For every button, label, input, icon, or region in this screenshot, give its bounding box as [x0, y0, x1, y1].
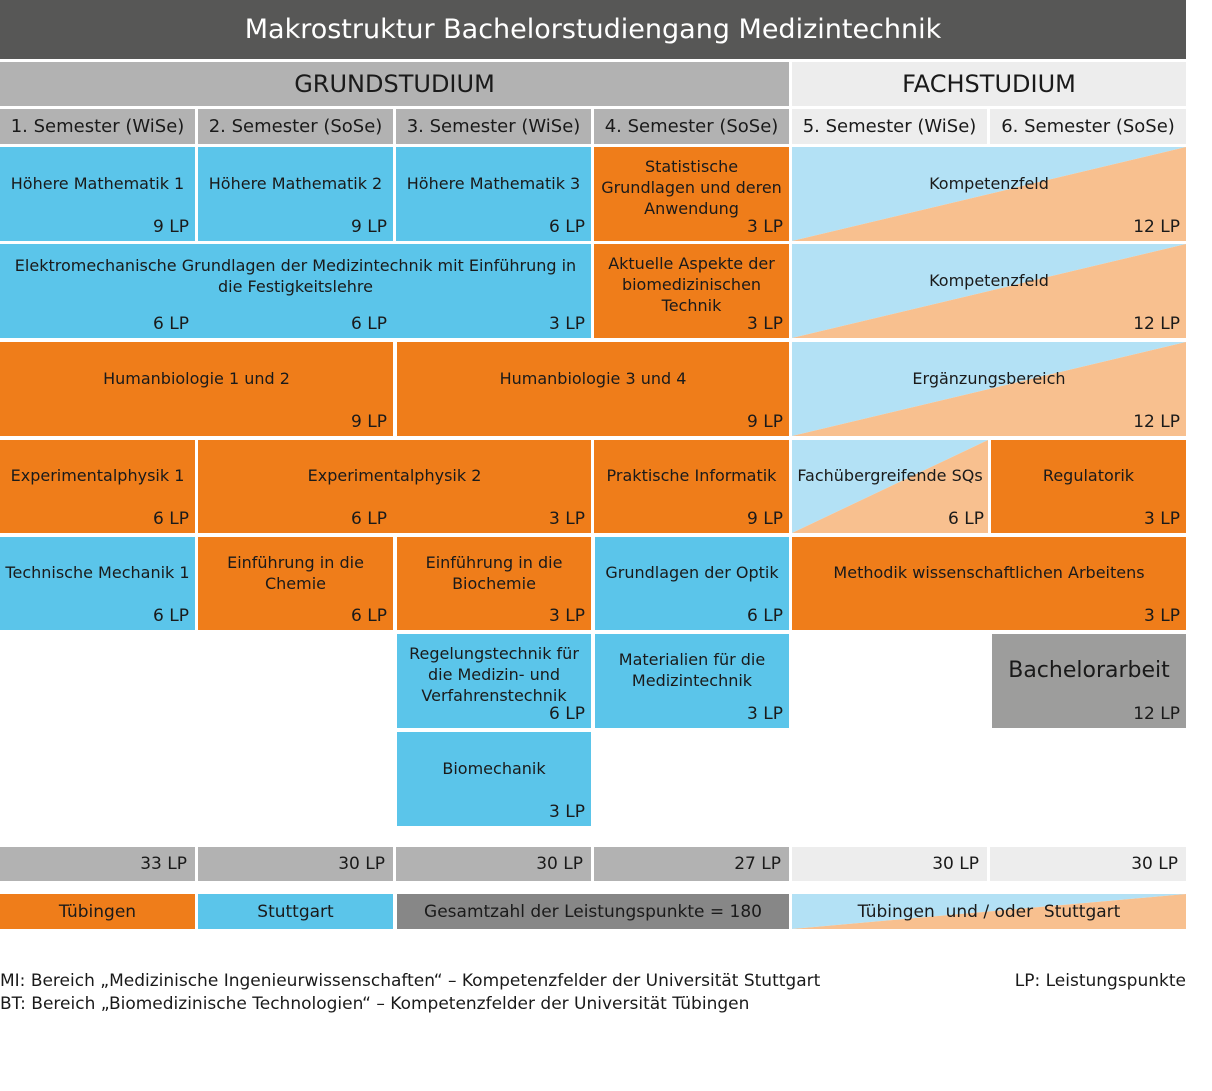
- module-name: Experimentalphysik 1: [10, 466, 185, 485]
- module-hoehere-mathematik-1: [0, 147, 195, 241]
- module-name: Elektromechanische Grundlagen der Medizintechnik mit Einführung in die Festigkeitslehre: [14, 256, 577, 296]
- legend-label: Tübingen: [58, 901, 137, 922]
- module-experimentalphysik-2: [198, 440, 591, 533]
- module-name: Grundlagen der Optik: [605, 563, 779, 582]
- module-lp: 12 LP: [1133, 412, 1180, 432]
- module-lp: 9 LP: [351, 217, 387, 237]
- module-hoehere-mathematik-2: [198, 147, 393, 241]
- module-lp: 9 LP: [351, 412, 387, 432]
- module-lp-semester-3: 3 LP: [549, 509, 585, 529]
- module-name: Regelungstechnik für die Medizin- und Verfahrenstechnik: [409, 643, 579, 705]
- module-lp: 3 LP: [549, 606, 585, 626]
- module-praktische-informatik: [594, 440, 789, 533]
- module-lp: 6 LP: [351, 606, 387, 626]
- module-lp: 6 LP: [948, 509, 984, 529]
- module-regelungstechnik: [397, 634, 591, 728]
- module-name: Aktuelle Aspekte der biomedizinischen Technik: [608, 253, 775, 315]
- footnote-bt: BT: Bereich „Biomedizinische Technologien“ – Kompetenzfelder der Universität Tübingen: [0, 994, 750, 1014]
- module-lp: 3 LP: [747, 704, 783, 724]
- semester-2-header: 2. Semester (SoSe): [198, 109, 393, 144]
- module-aktuelle-aspekte: [594, 244, 789, 338]
- legend-stuttgart: [198, 894, 393, 929]
- section-grundstudium: GRUNDSTUDIUM: [0, 62, 789, 106]
- module-humanbiologie-3-4: [397, 342, 789, 436]
- module-experimentalphysik-1: [0, 440, 195, 533]
- diagram-title: Makrostruktur Bachelorstudiengang Medizintechnik: [0, 0, 1186, 59]
- module-lp: 12 LP: [1133, 314, 1180, 334]
- semester-1-header: 1. Semester (WiSe): [0, 109, 195, 144]
- module-name: Höhere Mathematik 3: [406, 173, 581, 193]
- module-regulatorik: [991, 440, 1186, 533]
- module-technische-mechanik-1: [0, 537, 195, 630]
- module-name: Ergänzungsbereich: [912, 368, 1066, 388]
- module-name: Kompetenzfeld: [929, 173, 1049, 193]
- module-name: Humanbiologie 1 und 2: [103, 368, 290, 388]
- module-lp: 3 LP: [1144, 606, 1180, 626]
- module-name: Praktische Informatik: [606, 466, 777, 485]
- module-lp: 6 LP: [153, 606, 189, 626]
- module-lp-semester-2: 6 LP: [351, 314, 387, 334]
- module-hoehere-mathematik-3: [396, 147, 591, 241]
- module-name: Materialien für die Medizintechnik: [618, 650, 766, 690]
- section-fachstudium: FACHSTUDIUM: [792, 62, 1186, 106]
- module-einfuehrung-biochemie: [397, 537, 591, 630]
- module-grundlagen-optik: [595, 537, 789, 630]
- semester-2-total: 30 LP: [198, 847, 393, 881]
- module-lp: 9 LP: [153, 217, 189, 237]
- module-elektromechanische-grundlagen: [0, 244, 591, 338]
- module-bachelorarbeit: [992, 634, 1186, 728]
- module-lp: 9 LP: [747, 412, 783, 432]
- legend-tuebingen-und-oder-stuttgart: [792, 894, 1186, 929]
- semester-5-total: 30 LP: [792, 847, 987, 881]
- footnote-lp: LP: Leistungspunkte: [1014, 971, 1186, 991]
- module-lp: 9 LP: [747, 509, 783, 529]
- module-name: Kompetenzfeld: [929, 270, 1049, 290]
- module-name: Biomechanik: [442, 758, 546, 778]
- module-lp: 12 LP: [1133, 704, 1180, 724]
- semester-4-total: 27 LP: [594, 847, 789, 881]
- semester-6-total: 30 LP: [990, 847, 1186, 881]
- module-lp: 6 LP: [549, 217, 585, 237]
- module-lp: 3 LP: [747, 217, 783, 237]
- module-lp: 12 LP: [1133, 217, 1180, 237]
- module-name: Höhere Mathematik 2: [208, 173, 383, 193]
- module-name: Experimentalphysik 2: [307, 466, 482, 485]
- semester-1-total: 33 LP: [0, 847, 195, 881]
- module-name: Statistische Grundlagen und deren Anwendung: [601, 156, 782, 218]
- module-kompetenzfeld-1: [792, 147, 1186, 241]
- footnote-mi: MI: Bereich „Medizinische Ingenieurwissenschaften“ – Kompetenzfelder der Universität Stuttgart: [0, 971, 821, 991]
- module-lp: 6 LP: [153, 509, 189, 529]
- module-name: Methodik wissenschaftlichen Arbeitens: [833, 563, 1145, 582]
- module-lp-semester-2: 6 LP: [351, 509, 387, 529]
- module-name: Regulatorik: [1042, 466, 1135, 485]
- module-materialien-medizintechnik: [595, 634, 789, 728]
- module-statistische-grundlagen: [594, 147, 789, 241]
- legend-tuebingen: [0, 894, 195, 929]
- module-lp: 3 LP: [1144, 509, 1180, 529]
- module-lp: 3 LP: [549, 802, 585, 822]
- semester-5-header: 5. Semester (WiSe): [792, 109, 987, 144]
- module-name: Einführung in die Biochemie: [425, 552, 563, 593]
- module-name: Einführung in die Chemie: [227, 552, 364, 593]
- module-ergaenzungsbereich: [792, 342, 1186, 436]
- module-biomechanik: [397, 732, 591, 826]
- semester-6-header: 6. Semester (SoSe): [990, 109, 1186, 144]
- module-lp: 6 LP: [747, 606, 783, 626]
- legend-total-points: [397, 894, 789, 929]
- semester-3-header: 3. Semester (WiSe): [396, 109, 591, 144]
- legend-label: Gesamtzahl der Leistungspunkte = 180: [424, 901, 762, 922]
- module-lp: 3 LP: [747, 314, 783, 334]
- module-lp-semester-1: 6 LP: [153, 314, 189, 334]
- module-name: Fachübergreifende SQs: [797, 466, 983, 485]
- semester-3-total: 30 LP: [396, 847, 591, 881]
- module-humanbiologie-1-2: [0, 342, 393, 436]
- module-name: Höhere Mathematik 1: [10, 173, 185, 193]
- module-name: Technische Mechanik 1: [5, 563, 190, 582]
- module-fachuebergreifende-sqs: [792, 440, 988, 533]
- module-einfuehrung-chemie: [198, 537, 393, 630]
- module-lp: 6 LP: [549, 704, 585, 724]
- legend-label: Stuttgart: [257, 901, 334, 922]
- legend-label: Tübingen und / oder Stuttgart: [857, 901, 1121, 922]
- module-name: Bachelorarbeit: [1008, 657, 1170, 683]
- semester-4-header: 4. Semester (SoSe): [594, 109, 789, 144]
- module-kompetenzfeld-2: [792, 244, 1186, 338]
- module-methodik-wissenschaftlichen-arbeitens: [792, 537, 1186, 630]
- module-lp-semester-3: 3 LP: [549, 314, 585, 334]
- module-name: Humanbiologie 3 und 4: [499, 368, 687, 388]
